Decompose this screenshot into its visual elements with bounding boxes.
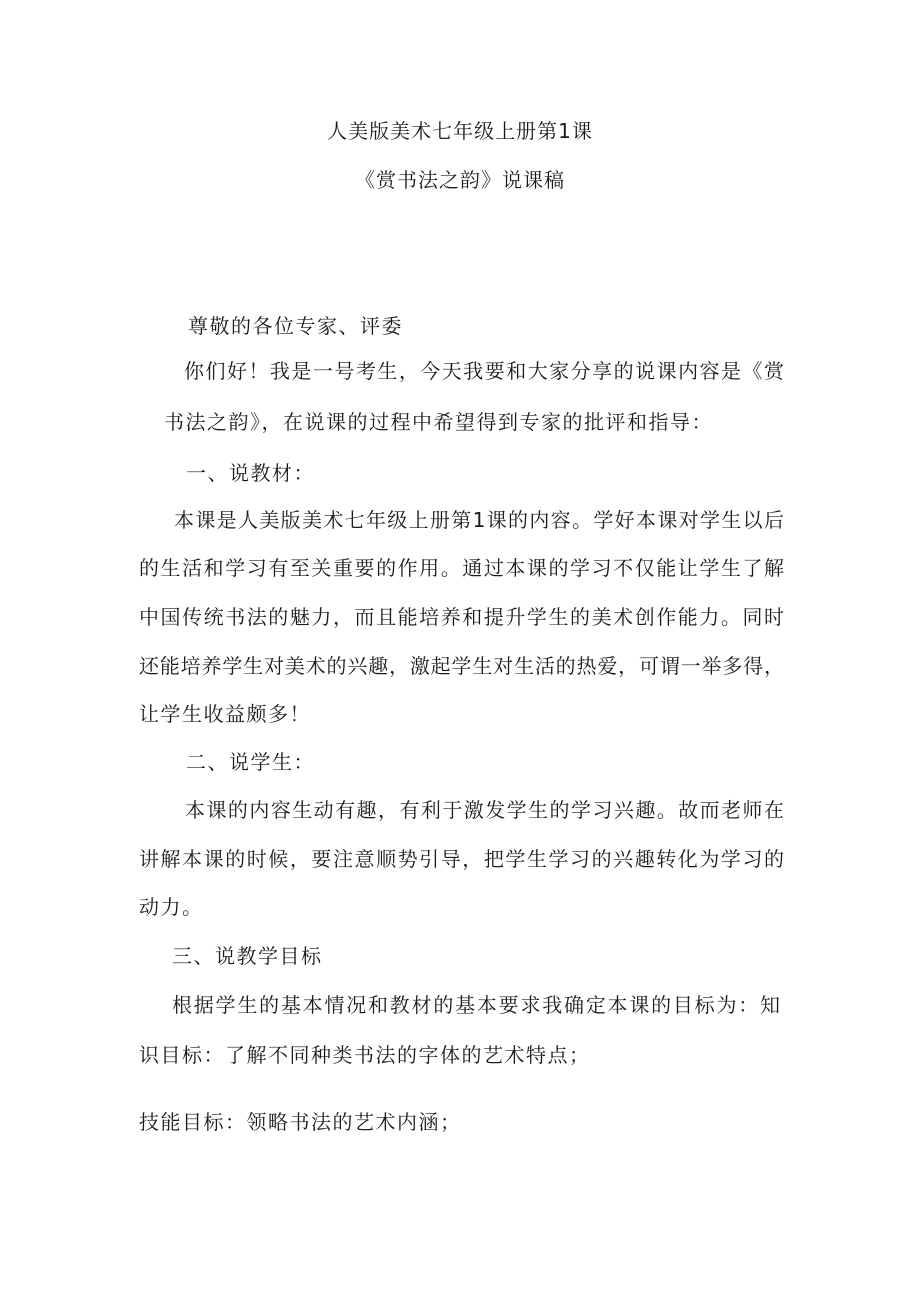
section-heading: 三、说教学目标 [172,944,323,968]
paragraph-line: 还能培养学生对美术的兴趣，激起学生对生活的热爱，可谓一举多得， [139,654,784,678]
paragraph-line: 技能目标：领略书法的艺术内涵； [139,1110,462,1134]
paragraph-line: 你们好！我是一号考生，今天我要和大家分享的说课内容是《赏 [184,359,784,383]
paragraph-line: 根据学生的基本情况和教材的基本要求我确定本课的目标为：知 [172,993,780,1017]
paragraph-line: 动力。 [139,895,204,919]
document-title: 人美版美术七年级上册第1课 [327,119,593,143]
section-heading: 一、说教材： [186,461,315,485]
salutation: 尊敬的各位专家、评委 [188,314,403,338]
paragraph-line: 讲解本课的时候，要注意顺势引导，把学生学习的兴趣转化为学习的 [139,847,784,871]
paragraph-line: 的生活和学习有至关重要的作用。通过本课的学习不仅能让学生了解 [139,556,784,580]
paragraph-line: 让学生收益颇多！ [139,702,311,726]
document-subtitle: 《赏书法之韵》说课稿 [355,168,565,192]
paragraph-line: 本课是人美版美术七年级上册第1课的内容。学好本课对学生以后 [174,508,784,532]
paragraph-line: 中国传统书法的魅力，而且能培养和提升学生的美术创作能力。同时 [139,605,784,629]
paragraph-line: 本课的内容生动有趣，有利于激发学生的学习兴趣。故而老师在 [185,798,784,822]
paragraph-line: 识目标：了解不同种类书法的字体的艺术特点； [139,1043,591,1067]
paragraph-line: 书法之韵》，在说课的过程中希望得到专家的批评和指导： [164,410,713,434]
section-heading: 二、说学生： [186,750,315,774]
